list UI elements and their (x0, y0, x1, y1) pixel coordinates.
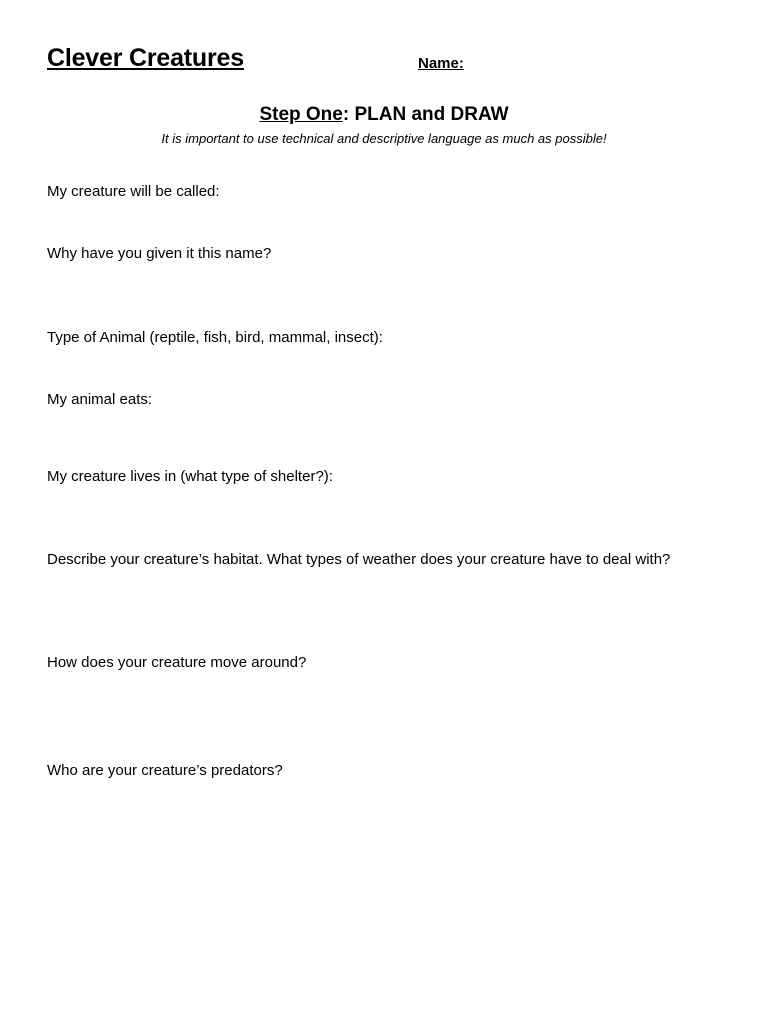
instruction-text: It is important to use technical and descriptive language as much as possible! (161, 131, 607, 146)
worksheet-title: Clever Creatures (47, 44, 244, 72)
step-heading (0, 104, 768, 126)
question-shelter: My creature lives in (what type of shelter?): (47, 468, 333, 485)
question-movement: How does your creature move around? (47, 654, 307, 671)
step-separator: : (342, 104, 355, 125)
question-name-reason: Why have you given it this name? (47, 245, 272, 262)
name-label: Name: (418, 55, 464, 72)
question-habitat: Describe your creature’s habitat. What types of weather does your creature have to deal with? (47, 551, 671, 568)
step-label: Step One (259, 104, 343, 125)
question-predators: Who are your creature’s predators? (47, 762, 283, 779)
step-task: PLAN and DRAW (354, 104, 509, 125)
question-diet: My animal eats: (47, 391, 153, 408)
question-animal-type: Type of Animal (reptile, fish, bird, mammal, insect): (47, 329, 383, 346)
question-creature-name: My creature will be called: (47, 183, 220, 200)
